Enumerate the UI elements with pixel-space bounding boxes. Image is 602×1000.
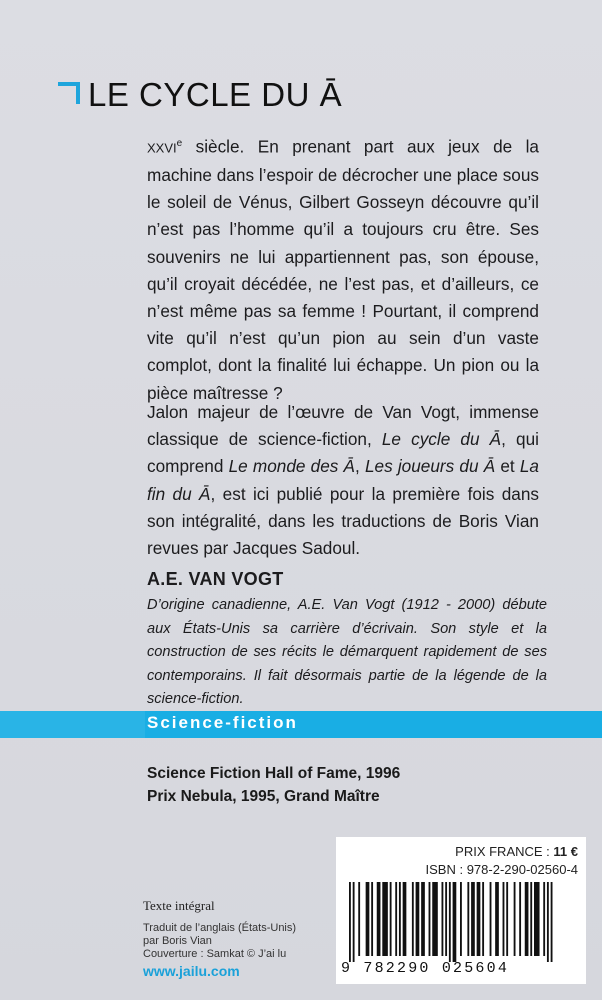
publisher-website-link[interactable]: www.jailu.com — [143, 963, 240, 979]
award-item: Prix Nebula, 1995, Grand Maître — [147, 788, 380, 805]
credits — [143, 922, 318, 960]
overview-text-3: , — [355, 456, 365, 477]
book-title-fin: La fin du Ā — [147, 456, 539, 504]
price-label — [358, 844, 578, 859]
genre-label: Science-fiction — [147, 713, 298, 732]
author-bio: D’origine canadienne, A.E. Van Vogt (1912 - 2000) débute aux États-Unis sa carrière d’écrivain. Son style et la construction de ses récits le démarquent rapidement de ses contemporains. Il fait désormais partie de la légende de la science-fiction. — [147, 597, 547, 707]
award-item: Science Fiction Hall of Fame, 1996 — [147, 765, 401, 782]
book-title-cycle: Le cycle du Ā — [381, 429, 502, 450]
price-value: 11 € — [553, 844, 578, 859]
overview-text-2: , qui comprend — [147, 429, 539, 477]
barcode-icon — [341, 882, 573, 962]
cover-credit: Couverture : Samkat © J’ai lu — [143, 947, 287, 960]
corner-bracket-icon — [58, 82, 80, 104]
barcode-digits: 9 782290 025604 — [341, 960, 510, 977]
overview-text-4: et — [495, 456, 520, 477]
book-title-monde: Le monde des Ā — [228, 456, 355, 477]
synopsis-paragraph — [147, 130, 539, 407]
price-prefix: PRIX FRANCE : — [455, 844, 554, 859]
overview-text-1: Jalon majeur de l’œuvre de Van Vogt, immense classique de science-fiction, — [147, 402, 539, 450]
overview-paragraph — [147, 399, 539, 562]
genre-bar-accent — [0, 711, 145, 738]
awards-list — [147, 762, 400, 808]
overview-text-5: , est ici publié pour la première fois dans son intégralité, dans les traductions de Boris Vian revues par Jacques Sadoul. — [147, 483, 539, 559]
century-superscript: e — [176, 138, 183, 149]
author-name: A.E. VAN VOGT — [147, 569, 284, 589]
translation-credit: Traduit de l’anglais (États-Unis) — [143, 922, 297, 934]
series-title: LE CYCLE DU Ā — [88, 76, 343, 113]
book-title-joueurs: Les joueurs du Ā — [364, 456, 496, 477]
isbn-label: ISBN : 978-2-290-02560-4 — [425, 862, 578, 877]
synopsis-text: siècle. En prenant part aux jeux de la machine dans l’espoir de décrocher une place sous le soleil de Vénus, Gilbert Gosseyn découvre qu’il n’est pas l’homme qu’il a toujours cru être. Ses souvenirs ne lui appartiennent pas, son épouse, qu’il croyait décédée, ne l’est pas, et d’ailleurs, ce n’est même pas sa femme ! Pourtant, il comprend vite qu’il n’est qu’un pion au sein d’un vaste complot, dont la finalité lui échappe. Un pion ou la pièce maîtresse ? — [147, 136, 539, 403]
translator-credit: par Boris Vian — [143, 934, 212, 947]
integral-text-label: Texte intégral — [143, 898, 215, 913]
century-prefix: XXVI — [147, 140, 177, 156]
